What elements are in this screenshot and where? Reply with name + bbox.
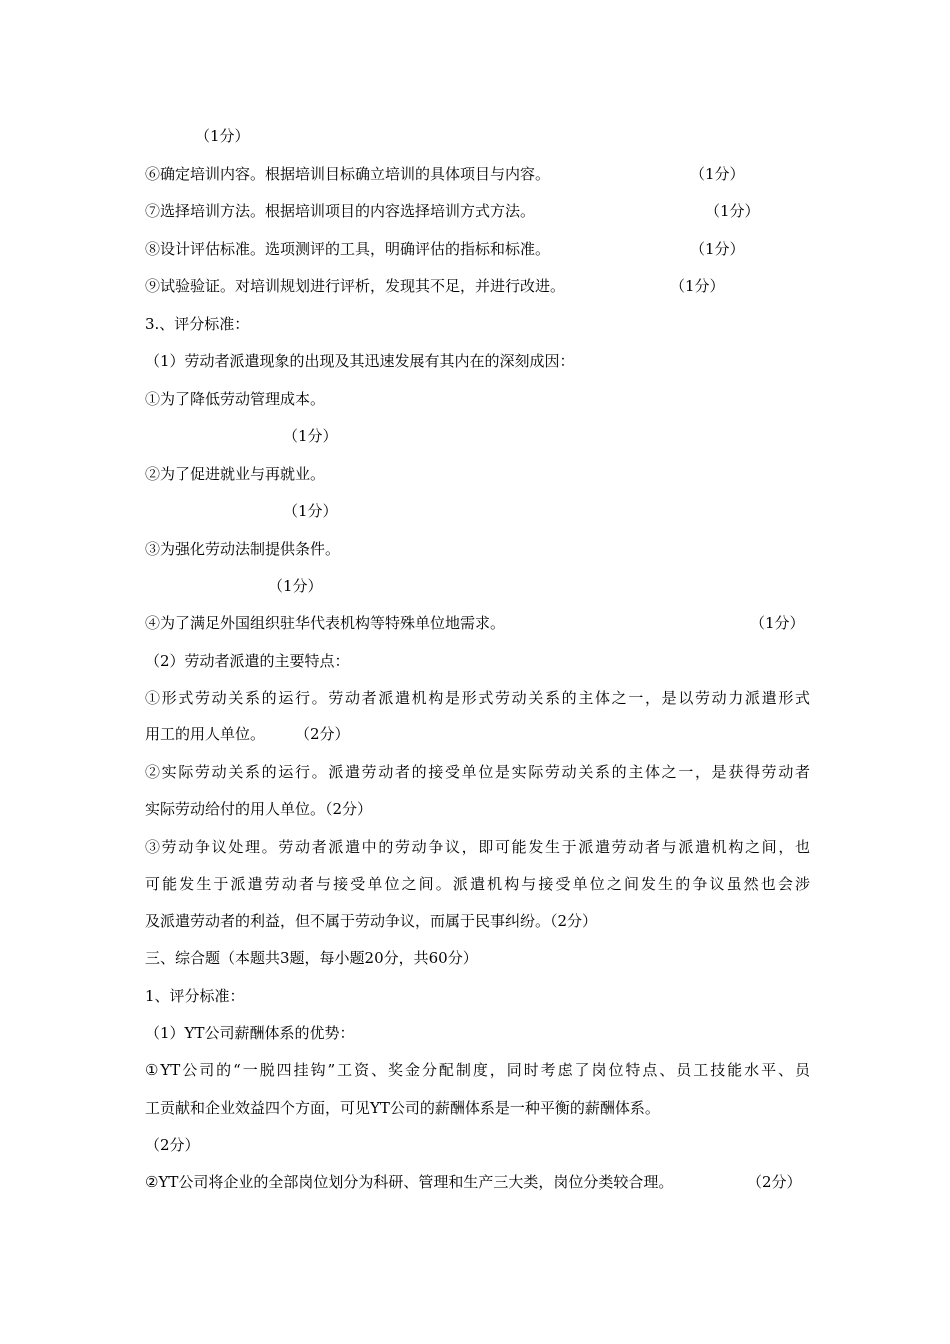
line-text: （1）YT公司薪酬体系的优势： bbox=[145, 1024, 355, 1042]
line-text: ⑧设计评估标准。选项测评的工具，明确评估的指标和标准。 bbox=[145, 240, 551, 258]
text-line bbox=[145, 1058, 810, 1082]
line-text: 三、综合题（本题共3题，每小题20分，共60分） bbox=[145, 949, 478, 967]
line-text: ①为了降低劳动管理成本。 bbox=[145, 390, 326, 408]
score-label: （1分） bbox=[670, 277, 725, 295]
text-line bbox=[145, 574, 810, 598]
text-line bbox=[145, 424, 810, 448]
line-text: ②为了促进就业与再就业。 bbox=[145, 465, 326, 483]
text-line bbox=[145, 162, 810, 186]
subsection-heading bbox=[145, 349, 810, 373]
text-line bbox=[145, 797, 810, 821]
line-text: ⑥确定培训内容。根据培训目标确立培训的具体项目与内容。 bbox=[145, 165, 551, 183]
section-heading bbox=[145, 312, 810, 336]
line-text: ①形式劳动关系的运行。劳动者派遣机构是形式劳动关系的主体之一，是以劳动力派遣形式 bbox=[145, 689, 810, 707]
text-line bbox=[145, 1170, 810, 1194]
score-label: （1分） bbox=[705, 202, 760, 220]
text-line bbox=[145, 611, 810, 635]
text-line bbox=[145, 537, 810, 561]
section-heading bbox=[145, 984, 810, 1008]
section-heading bbox=[145, 946, 810, 970]
text-line bbox=[145, 760, 810, 784]
text-line bbox=[145, 835, 810, 859]
text-line bbox=[145, 387, 810, 411]
text-line bbox=[145, 237, 810, 261]
line-text: ③劳动争议处理。劳动者派遣中的劳动争议，即可能发生于派遣劳动者与派遣机构之间，也 bbox=[145, 838, 810, 856]
score-label: （1分） bbox=[690, 165, 745, 183]
line-text: ②实际劳动关系的运行。派遣劳动者的接受单位是实际劳动关系的主体之一，是获得劳动者 bbox=[145, 763, 810, 781]
line-text: 实际劳动给付的用人单位。（2分） bbox=[145, 800, 373, 818]
score-label: （2分） bbox=[295, 725, 350, 743]
text-line bbox=[145, 274, 810, 298]
score-label: （1分） bbox=[195, 127, 250, 145]
text-line bbox=[145, 722, 810, 746]
line-text: ⑨试验验证。对培训规划进行评析，发现其不足，并进行改进。 bbox=[145, 277, 566, 295]
text-line bbox=[145, 199, 810, 223]
score-label: （1分） bbox=[750, 614, 805, 632]
line-text: ⑦选择培训方法。根据培训项目的内容选择培训方式方法。 bbox=[145, 202, 536, 220]
text-line bbox=[145, 1133, 810, 1157]
text-line bbox=[145, 872, 810, 896]
line-text: ②YT公司将企业的全部岗位划分为科研、管理和生产三大类，岗位分类较合理。 bbox=[145, 1173, 674, 1191]
line-text: ①YT公司的“一脱四挂钩”工资、奖金分配制度，同时考虑了岗位特点、员工技能水平、员 bbox=[145, 1061, 810, 1079]
text-line bbox=[145, 499, 810, 523]
text-line bbox=[145, 1096, 810, 1120]
score-label: （1分） bbox=[283, 427, 338, 445]
line-text: 工贡献和企业效益四个方面，可见YT公司的薪酬体系是一种平衡的薪酬体系。 bbox=[145, 1099, 660, 1117]
score-label: （1分） bbox=[690, 240, 745, 258]
line-text: （2分） bbox=[145, 1136, 200, 1154]
line-text: 用工的用人单位。 bbox=[145, 725, 266, 743]
line-text: （1）劳动者派遣现象的出现及其迅速发展有其内在的深刻成因： bbox=[145, 352, 575, 370]
line-text: 及派遣劳动者的利益，但不属于劳动争议，而属于民事纠纷。（2分） bbox=[145, 912, 598, 930]
line-text: （2）劳动者派遣的主要特点： bbox=[145, 652, 350, 670]
score-label: （1分） bbox=[283, 502, 338, 520]
line-text: ③为强化劳动法制提供条件。 bbox=[145, 540, 341, 558]
line-text: 3.、评分标准： bbox=[145, 315, 250, 333]
text-line bbox=[145, 686, 810, 710]
text-line bbox=[145, 124, 810, 148]
text-line bbox=[145, 462, 810, 486]
text-line bbox=[145, 909, 810, 933]
line-text: 1、评分标准： bbox=[145, 987, 245, 1005]
score-label: （2分） bbox=[747, 1173, 802, 1191]
subsection-heading bbox=[145, 649, 810, 673]
line-text: 可能发生于派遣劳动者与接受单位之间。派遣机构与接受单位之间发生的争议虽然也会涉 bbox=[145, 875, 810, 893]
score-label: （1分） bbox=[268, 577, 323, 595]
subsection-heading bbox=[145, 1021, 810, 1045]
line-text: ④为了满足外国组织驻华代表机构等特殊单位地需求。 bbox=[145, 614, 506, 632]
